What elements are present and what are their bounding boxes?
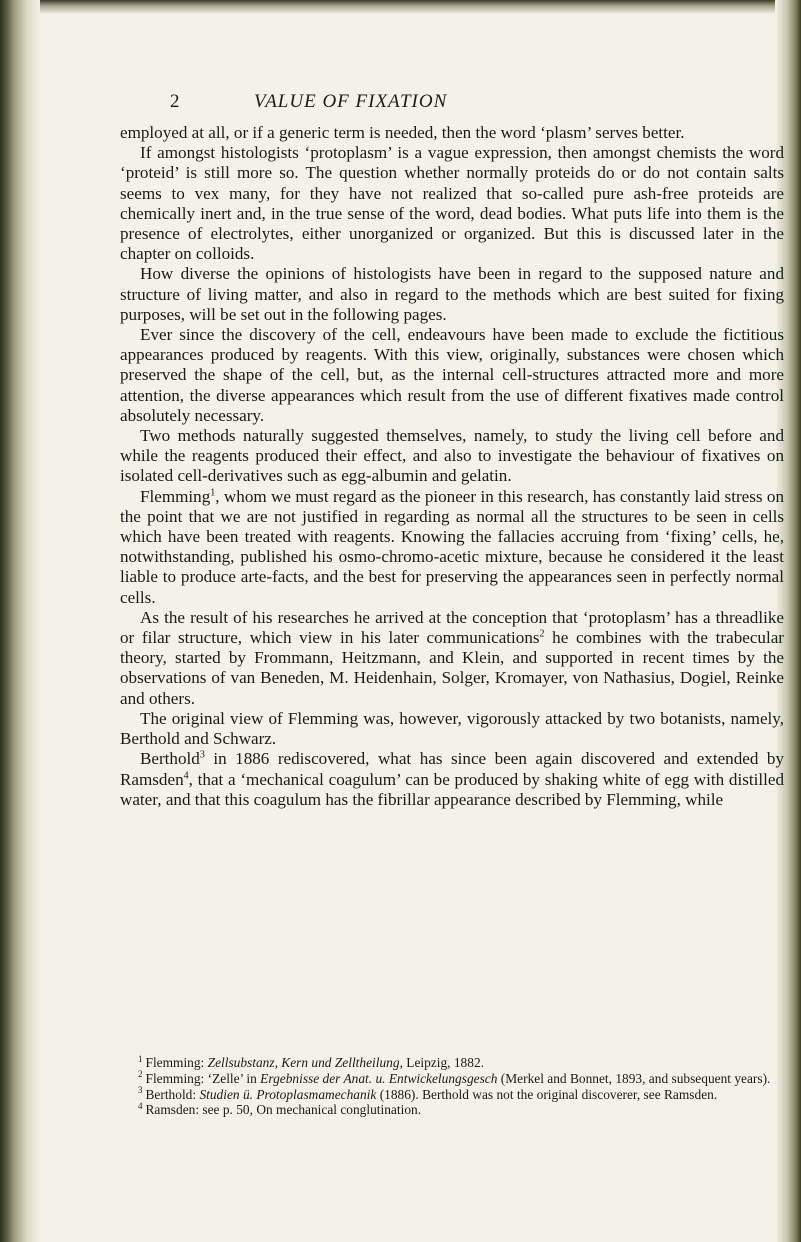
paragraph	[120, 709, 784, 749]
page-header	[170, 91, 730, 115]
footnote-text: (Merkel and Bonnet, 1893, and subsequent years).	[497, 1070, 771, 1086]
footnote-number: 4	[138, 1100, 143, 1111]
paragraph	[120, 749, 784, 810]
paragraph	[120, 264, 784, 325]
paragraph	[120, 143, 784, 264]
footnote-title: Zellsubstanz, Kern und Zelltheilung	[207, 1055, 400, 1070]
paragraph-text: Flemming	[140, 486, 211, 506]
footnote	[120, 1071, 784, 1087]
paragraph-text: Berthold	[140, 749, 200, 769]
footnote-title: Ergebnisse der Anat. u. Entwickelungsgesch	[260, 1070, 498, 1086]
paragraph	[120, 426, 784, 487]
paragraph-text: As the result of his researches he arrived at the conception that ‘protoplasm’ has a threadlike or filar structure, which view in his later communications	[120, 607, 784, 648]
footnote-title: Studien ü. Protoplasmamechanik	[199, 1086, 377, 1102]
footnote-text: Ramsden: see p. 50, On mechanical conglutination.	[145, 1102, 422, 1118]
paragraph	[120, 123, 784, 143]
footnote-reference: 1	[210, 486, 216, 498]
page-left-edge-shadow	[0, 0, 40, 1242]
footnote-number: 3	[138, 1085, 143, 1096]
footnote	[120, 1102, 784, 1118]
footnote-text: Flemming: ‘Zelle’ in	[145, 1070, 261, 1086]
footnote-reference: 3	[199, 749, 205, 761]
paragraph-text: The original view of Flemming was, however, vigorously attacked by two botanists, namely, Berthold and Schwarz.	[120, 708, 784, 749]
footnote-reference: 2	[539, 628, 545, 640]
paragraph-text: Two methods naturally suggested themselves, namely, to study the living cell before and while the reagents produced their effect, and also to investigate the behaviour of fixatives on isolated cell-derivatives such as egg-albumin and gelatin.	[120, 426, 784, 486]
paragraph	[120, 487, 784, 608]
footnote-text: Flemming:	[145, 1055, 208, 1070]
footnote-text: , Leipzig, 1882.	[399, 1055, 484, 1070]
paragraph-text: in 1886 rediscovered, what has since been again discovered and extended by Ramsden	[120, 749, 784, 789]
footnotes	[120, 1055, 784, 1118]
footnote-number: 2	[138, 1069, 143, 1080]
paragraph-text: Ever since the discovery of the cell, endeavours have been made to exclude the fictitious appearances produced by reagents. With this view, originally, substances were chosen which preserved the shape of the cell, but, as the internal cell-structures attracted more and more attention, the diverse appearances which result from the use of different fixatives made control absolutely necessary.	[120, 325, 784, 425]
paragraph	[120, 608, 784, 709]
footnote	[120, 1087, 784, 1103]
footnote-text: Berthold:	[145, 1086, 200, 1102]
paragraph-text: , that a ‘mechanical coagulum’ can be produced by shaking white of egg with distilled water, and that this coagulum has the fibrillar appearance described by Flemming, while	[120, 769, 784, 809]
paragraph-text: employed at all, or if a generic term is needed, then the word ‘plasm’ serves better.	[120, 123, 685, 142]
footnote-number: 1	[138, 1053, 143, 1064]
running-title: VALUE OF FIXATION	[254, 91, 448, 112]
page-top-edge-shadow	[0, 0, 801, 14]
footnote	[120, 1055, 784, 1071]
page-number: 2	[170, 91, 180, 112]
footnote-text: (1886). Berthold was not the original discoverer, see Ramsden.	[376, 1086, 718, 1102]
paragraph-text: , whom we must regard as the pioneer in this research, has constantly laid stress on the point that we are not justified in regarding as normal all the structures to be seen in cells which have been treated with reagents. Knowing the fallacies accruing from ‘fixing’ cells, he, notwithstanding, published his osmo-chromo-acetic mixture, because he considered it the least liable to produce arte-facts, and the best for preserving the appearances seen in perfectly normal cells.	[120, 486, 784, 607]
body-text	[120, 123, 784, 810]
paragraph-text: If amongst histologists ‘protoplasm’ is a vague expression, then amongst chemists the word ‘proteid’ is still more so. The question whether normally proteids do or do not contain salts seems to vex many, for they have not realized that so-called pure ash-free proteids are chemically inert and, in the true sense of the word, dead bodies. What puts life into them is the presence of electrolytes, either unorganized or organized. But this is discussed later in the chapter on colloids.	[120, 143, 784, 264]
paragraph-text: How diverse the opinions of histologists have been in regard to the supposed nature and structure of living matter, and also in regard to the methods which are best suited for fixing purposes, will be set out in the following pages.	[120, 264, 784, 324]
footnote-reference: 4	[183, 769, 189, 781]
paragraph	[120, 325, 784, 426]
paragraph-text: he combines with the trabecular theory, started by Frommann, Heitzmann, and Klein, and supported in recent times by the observations of van Beneden, M. Heidenhain, Solger, Kromayer, von Nathasius, Dogiel, Reinke and others.	[120, 628, 784, 708]
